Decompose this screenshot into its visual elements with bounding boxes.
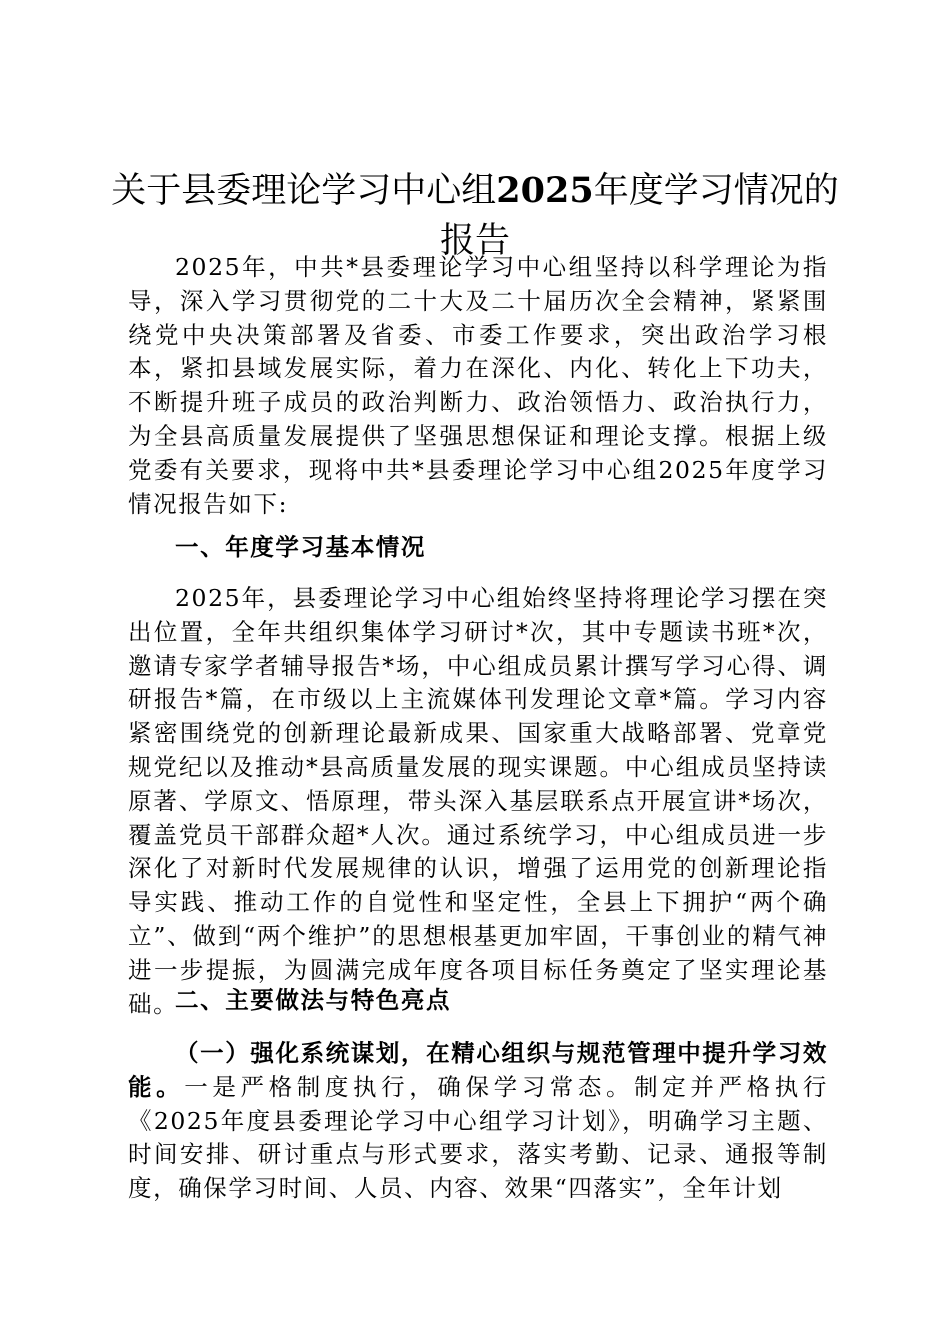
subsection-1-text: 一是严格制度执行，确保学习常态。制定并严格执行《2025年度县委理论学习中心组学习计划》，明确学习主题、时间安排、研讨重点与形式要求，落实考勤、记录、通报等制度，确保学习时间、人员、内容、效果“四落实”，全年计划: [128, 1072, 828, 1203]
section-1-paragraph: 2025年，县委理论学习中心组始终坚持将理论学习摆在突出位置，全年共组织集体学习研讨*次，其中专题读书班*次，邀请专家学者辅导报告*场，中心组成员累计撰写学习心得、调研报告*篇，在市级以上主流媒体刊发理论文章*篇。学习内容紧密围绕党的创新理论最新成果、国家重大战略部署、党章党规党纪以及推动*县高质量发展的现实课题。中心组成员坚持读原著、学原文、悟原理，带头深入基层联系点开展宣讲*场次，覆盖党员干部群众超*人次。通过系统学习，中心组成员进一步深化了对新时代发展规律的认识，增强了运用党的创新理论指导实践、推动工作的自觉性和坚定性，全县上下拥护“两个确立”、做到“两个维护”的思想根基更加牢固，干事创业的精气神进一步提振，为圆满完成年度各项目标任务奠定了坚实理论基础。: [128, 584, 828, 1018]
subsection-1-lead: （一）强化系统谋划，在精心组织与规范管理中提升学习效能。: [128, 1039, 828, 1101]
title-part-2: 年度学习情况的报告: [439, 171, 839, 261]
title-year: 2025: [496, 170, 594, 211]
intro-paragraph: 2025年，中共*县委理论学习中心组坚持以科学理论为指导，深入学习贯彻党的二十大及二十届历次全会精神，紧紧围绕党中央决策部署及省委、市委工作要求，突出政治学习根本，紧扣县域发展实际，着力在深化、内化、转化上下功夫，不断提升班子成员的政治判断力、政治领悟力、政治执行力，为全县高质量发展提供了坚强思想保证和理论支撑。根据上级党委有关要求，现将中共*县委理论学习中心组2025年度学习情况报告如下:: [128, 253, 828, 518]
title-part-1: 关于县委理论学习中心组: [111, 171, 497, 211]
subsection-1-paragraph: [128, 1037, 828, 1206]
section-2-heading: 二、主要做法与特色亮点: [175, 986, 452, 1014]
section-1-heading: 一、年度学习基本情况: [175, 533, 426, 561]
